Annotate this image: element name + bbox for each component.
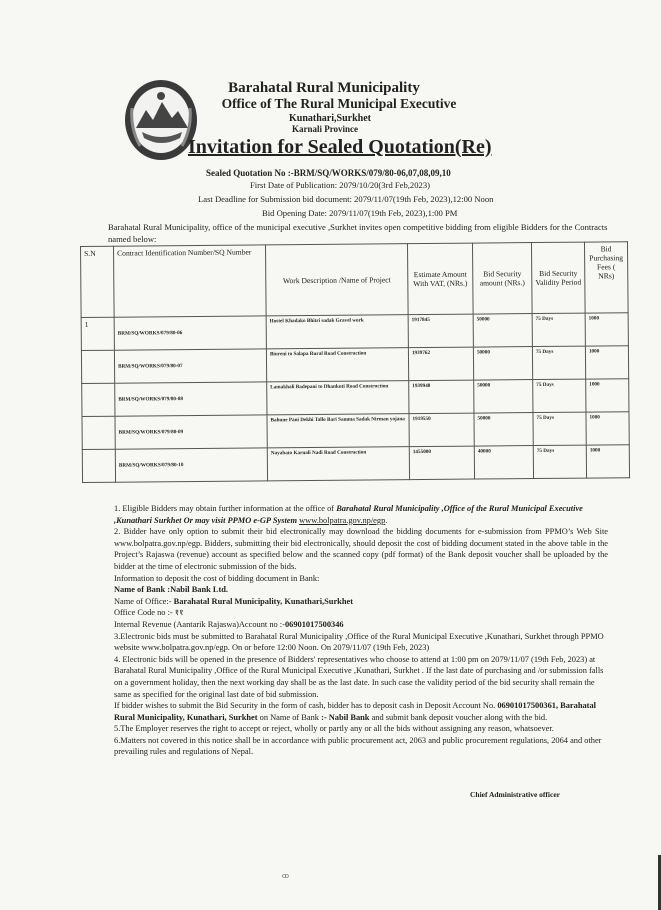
cell-fee: 1000 bbox=[586, 379, 629, 412]
col-header-sn: S.N bbox=[81, 246, 115, 317]
cell-estimate: 1917845 bbox=[408, 314, 473, 348]
col-header-validity: Bid Security Validity Period bbox=[531, 242, 585, 313]
note-6: 6.Matters not covered in this notice shall be in accordance with public procurement act, 2063 and public procurement regulations, 2064 and other prevailing rules and regulations of Nepal. bbox=[114, 735, 602, 757]
bank-name: Name of Bank :Nabil Bank Ltd. bbox=[114, 585, 229, 595]
cell-contract: BRM/SQ/WORKS/079/80-10 bbox=[115, 448, 267, 482]
bid-opening-date: Bid Opening Date: 2079/11/07(19th Feb, 2023),1:00 PM bbox=[262, 208, 458, 218]
submission-deadline: Last Deadline for Submission bid document: 2079/11/07(19th Feb, 2023),12:00 Noon bbox=[198, 194, 494, 204]
province-name: Karnali Province bbox=[291, 124, 359, 134]
egp-link[interactable]: www.bolpatra.gov.np/egp bbox=[299, 515, 386, 525]
cell-sn bbox=[81, 350, 114, 383]
cell-estimate: 1939762 bbox=[408, 347, 473, 381]
signature-title: Chief Administrative officer bbox=[470, 790, 560, 799]
col-header-description: Work Description /Name of Project bbox=[265, 244, 408, 316]
intro-paragraph: Barahatal Rural Municipality, office of the municipal executive ,Surkhet invites open competitive bidding from eligible Bidders for the Contracts named below: bbox=[108, 222, 608, 244]
office-name-line: Name of Office:- Barahatal Rural Municipality, Kunathari,Surkhet bbox=[114, 596, 353, 606]
cell-validity: 75 Days bbox=[532, 346, 585, 379]
cell-contract: BRM/SQ/WORKS/079/80-07 bbox=[114, 349, 266, 383]
cell-sn bbox=[82, 449, 115, 482]
table-row bbox=[82, 445, 629, 483]
table-header-row bbox=[81, 242, 629, 318]
cell-contract: BRM/SQ/WORKS/079/80-08 bbox=[115, 382, 267, 416]
office-name: Office of The Rural Municipal Executive bbox=[221, 96, 457, 111]
col-header-estimate: Estimate Amount With VAT, (NRs.) bbox=[407, 243, 473, 315]
note-4: 4. Electronic bids will be opened in the presence of Bidders' representatives who choose to attend at 1:00 pm on 2079/11/07 (19th Feb, 2023) at Barahatal Rural Municipality ,Office of the Rural Municipal Executive ,Kunathari, Surkhet . If the last date of purchasing and /or submission falls on a government holiday, then the next working day shall be as the last date. In such case the validity period of the bid security shall remain the same as specified for the original last date of bid submission. bbox=[114, 654, 604, 699]
cell-desc: Lamakhali Badepani to Dhankuti Road Construction bbox=[267, 381, 409, 415]
cell-security: 50000 bbox=[474, 413, 533, 447]
office-code: Office Code no :- ११ bbox=[114, 608, 184, 618]
cell-validity: 75 Days bbox=[532, 313, 585, 346]
org-name: Barahatal Rural Municipality bbox=[228, 80, 420, 96]
cell-desc: Biureni to Salapa Rural Road Construction bbox=[266, 348, 408, 382]
contracts-table bbox=[80, 241, 630, 483]
cash-deposit-note: If bidder wishes to submit the Bid Security in the form of cash, bidder has to deposit cash in Deposit Account No. 06901017500361, Barahatal Rural Municipality, Kunathari, Surkhet on Name of Bank :- Nabil Bank and submit bank deposit voucher along with the bid. bbox=[114, 701, 596, 722]
note-2: 2. Bidder have only option to submit their bid electronically may download the bidding documents for e-submission from PPMO’s Web Site www.bolpatra.gov.np/egp. Bidders, submitting their bid electronically, should deposit the cost of bidding document stated in the above table in the Project’s Rajaswa (revenue) account as specified below and the scanned copy (pdf format) of the Bank deposit voucher shall be uploaded by the bidder at the time of electronic submission of the bids. bbox=[114, 527, 608, 571]
table-row bbox=[82, 412, 629, 450]
table-row bbox=[81, 313, 628, 351]
cell-security: 50000 bbox=[474, 380, 533, 414]
revenue-account: Internal Revenue (Aantarik Rajaswa)Account no :-06901017500346 bbox=[114, 619, 344, 629]
cell-sn: 1 bbox=[81, 317, 114, 350]
cell-sn bbox=[82, 416, 115, 449]
cell-validity: 75 Days bbox=[533, 412, 586, 445]
quotation-number: Sealed Quotation No :-BRM/SQ/WORKS/079/80-06,07,08,09,10 bbox=[206, 168, 451, 178]
cell-contract: BRM/SQ/WORKS/079/80-09 bbox=[115, 415, 267, 449]
cell-contract: BRM/SQ/WORKS/079/80-06 bbox=[114, 316, 266, 350]
cell-sn bbox=[82, 383, 115, 416]
cell-security: 40000 bbox=[474, 446, 533, 480]
note-5: 5.The Employer reserves the right to accept or reject, wholly or partly any or all the bids without assigning any reason, whatsoever. bbox=[114, 724, 554, 734]
cell-desc: Hostel Khadako Bhitri sadak Gravel work bbox=[266, 315, 408, 349]
cell-validity: 75 Days bbox=[533, 445, 586, 478]
cell-estimate: 1455000 bbox=[409, 446, 474, 480]
cell-desc: Bahune Pani Dekhi Tallo Bari Samma Sadak Nirman yojana bbox=[267, 414, 409, 448]
deposit-info: Information to deposit the cost of bidding document in Bank: bbox=[114, 573, 320, 583]
note-1: 1. Eligible Bidders may obtain further information at the office of Barahatal Rural Municipality ,Office of the Rural Municipal Executive ,Kunathari Surkhet Or may visit PPMO e-GP System www.bolpatra.gov.np/egp. bbox=[114, 504, 583, 525]
cell-estimate: 1919550 bbox=[409, 413, 474, 447]
note-3: 3.Electronic bids must be submitted to Barahatal Rural Municipality ,Office of the Rural Municipal Executive ,Kunathari, Surkhet through PPMO website www.bolpatra.gov.np/egp. On or before 12:00 Noon. On 2079/11/07 (19th Feb, 2023) bbox=[114, 631, 604, 653]
footer-mark: ꝏ bbox=[282, 872, 289, 880]
cell-estimate: 1939948 bbox=[409, 380, 474, 414]
table-row bbox=[81, 346, 628, 384]
office-address: Kunathari,Surkhet bbox=[289, 113, 371, 124]
col-header-security: Bid Security amount (NRs.) bbox=[472, 243, 532, 315]
notice-body bbox=[114, 503, 608, 758]
cell-fee: 1000 bbox=[585, 346, 628, 379]
cell-validity: 75 Days bbox=[533, 379, 586, 412]
first-publication-date: First Date of Publication: 2079/10/20(3rd Feb,2023) bbox=[250, 180, 430, 190]
cell-fee: 1000 bbox=[585, 313, 628, 346]
cell-fee: 1000 bbox=[586, 445, 629, 478]
notice-title: Invitation for Sealed Quotation(Re) bbox=[188, 136, 492, 158]
cell-security: 50000 bbox=[473, 347, 532, 381]
cell-desc: Nayabato Karnali Nadi Road Construction bbox=[267, 447, 409, 481]
cell-security: 50000 bbox=[473, 314, 532, 348]
col-header-contract: Contract Identification Number/SQ Number bbox=[114, 245, 267, 317]
cell-fee: 1000 bbox=[586, 412, 629, 445]
table-row bbox=[82, 379, 629, 417]
col-header-fees: Bid Purchasing Fees ( NRs) bbox=[584, 242, 628, 313]
